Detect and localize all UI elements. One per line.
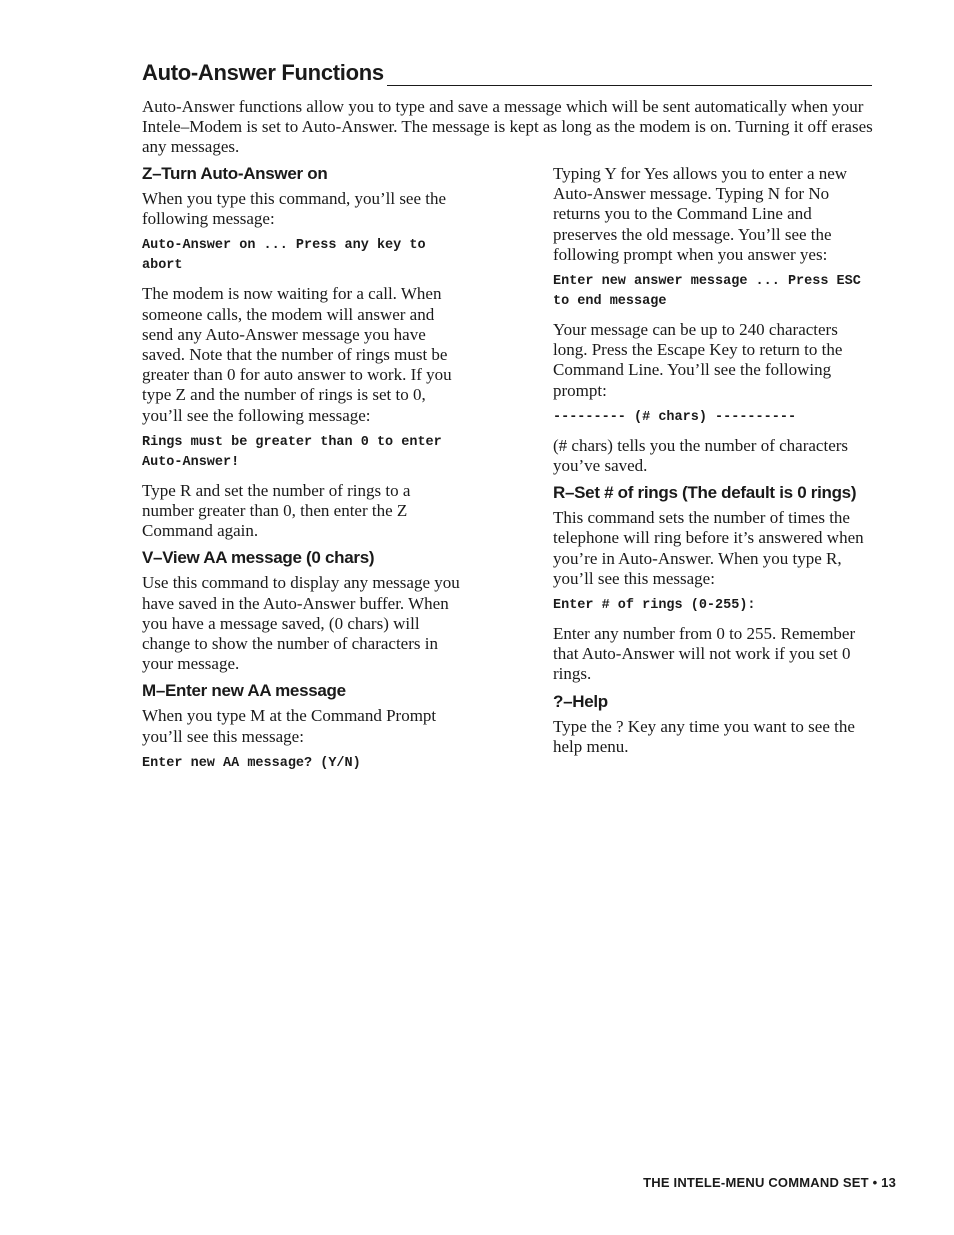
page-title: Auto-Answer Functions — [142, 60, 384, 85]
paragraph: (# chars) tells you the number of characters you’ve saved. — [553, 435, 849, 476]
title-rule — [387, 85, 872, 86]
section-heading: R–Set # of rings (The default is 0 rings) — [553, 483, 857, 503]
section-m-enter-new-aa-message — [142, 681, 460, 773]
paragraph: This command sets the number of times the telephone will ring before it’s answered when you’re in Auto-Answer. When you type R, you’ll see this message: — [553, 508, 864, 588]
left-column — [142, 164, 460, 782]
section-heading: ?–Help — [553, 691, 608, 711]
section-r-set-rings — [553, 483, 873, 684]
section-heading: M–Enter new AA message — [142, 681, 346, 701]
section-help — [553, 692, 873, 757]
code-message: Rings must be greater than 0 to enter Auto-Answer! — [142, 434, 450, 470]
code-message: Enter # of rings (0-255): — [553, 598, 756, 614]
paragraph: Enter any number from 0 to 255. Remember that Auto-Answer will not work if you set 0 rings. — [553, 624, 856, 684]
code-message: Enter new answer message ... Press ESC to end message — [553, 274, 869, 310]
section-v-view-aa-message — [142, 548, 460, 674]
paragraph: Use this command to display any message you have saved in the Auto-Answer buffer. When you have a message saved, (0 chars) will change to show the number of characters in your message. — [142, 573, 460, 674]
intro-paragraph: Auto-Answer functions allow you to type and save a message which will be sent automatically when your Intele–Modem is set to Auto-Answer. The message is kept as long as the modem is on. Turning it off erases any messages. — [142, 97, 873, 157]
code-message: Enter new AA message? (Y/N) — [142, 755, 361, 771]
right-column — [553, 164, 873, 764]
section-heading: Z–Turn Auto-Answer on — [142, 164, 328, 183]
section-m-continued — [553, 164, 873, 476]
code-message: Auto-Answer on ... Press any key to abort — [142, 238, 434, 274]
paragraph: Type the ? Key any time you want to see the help menu. — [553, 716, 855, 756]
paragraph: Typing Y for Yes allows you to enter a new Auto-Answer message. Typing N for No returns you to the Command Line and preserves the old message. You’ll see the following prompt when you answer yes: — [553, 164, 848, 264]
paragraph: Your message can be up to 240 characters long. Press the Escape Key to return to the Command Line. You’ll see the following prompt: — [553, 320, 843, 400]
paragraph: Type R and set the number of rings to a number greater than 0, then enter the Z Command again. — [142, 480, 411, 541]
code-message: --------- (# chars) ---------- — [553, 409, 797, 425]
paragraph: When you type M at the Command Prompt you’ll see this message: — [142, 706, 437, 746]
section-z-turn-auto-answer-on — [142, 164, 460, 541]
page-footer: THE INTELE-MENU COMMAND SET • 13 — [643, 1175, 896, 1190]
section-heading: V–View AA message (0 chars) — [142, 548, 375, 568]
page-header — [142, 60, 872, 90]
paragraph: When you type this command, you’ll see the following message: — [142, 189, 447, 229]
paragraph: The modem is now waiting for a call. When someone calls, the modem will answer and send any Auto-Answer message you have saved. Note that the number of rings must be greater than 0 for auto answer to work. If you type Z and the number of rings is set to 0, you’ll see the following message: — [142, 284, 452, 425]
